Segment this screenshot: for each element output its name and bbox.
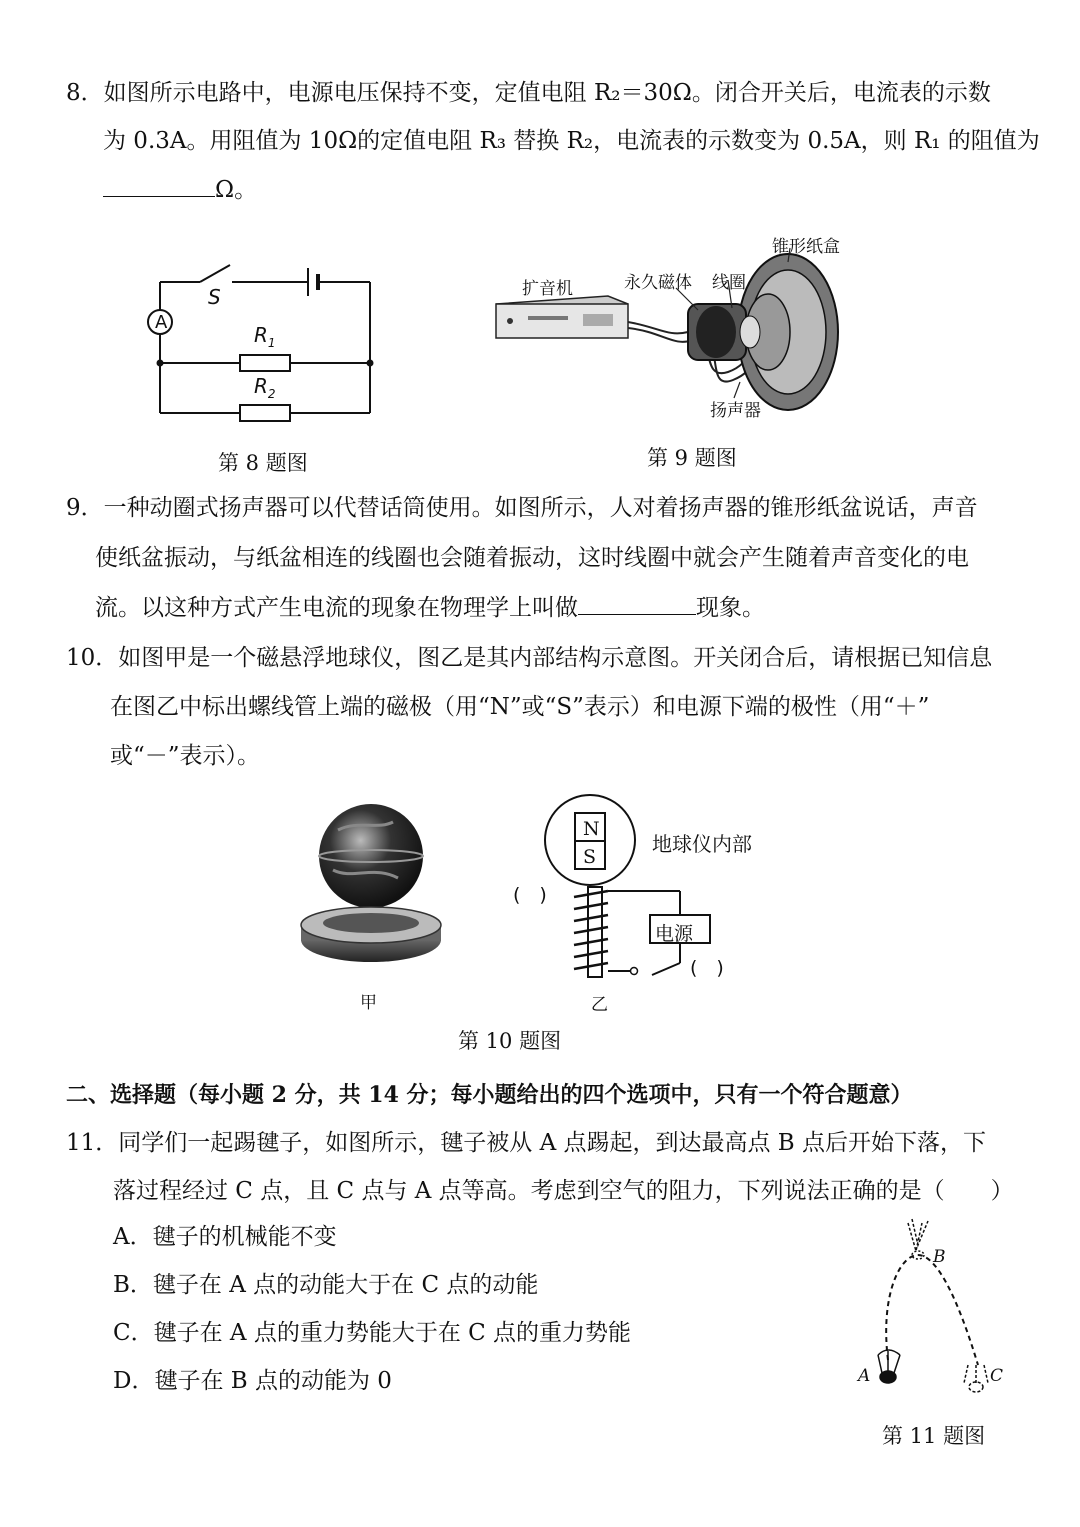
q10-power-label: 电源 xyxy=(655,923,694,945)
q9-coil-label: 线圈 xyxy=(712,273,746,293)
solenoid-pole-answer[interactable]: ( ) xyxy=(513,884,547,906)
q10-label-yi: 乙 xyxy=(591,995,608,1015)
q10-figure-caption: 第 10 题图 xyxy=(458,1029,562,1053)
power-pole-answer[interactable]: ( ) xyxy=(690,957,724,979)
shuttlecock-a-icon xyxy=(878,1350,900,1383)
q9-speaker-label: 扬声器 xyxy=(710,401,761,421)
q8-line-1: 8．如图所示电路中，电源电压保持不变，定值电阻 R₂＝30Ω。闭合开关后，电流表的示数 xyxy=(66,80,991,106)
q9-line-1: 9．一种动圈式扬声器可以代替话筒使用。如图所示，人对着扬声器的锥形纸盆说话，声音 xyxy=(66,495,978,521)
q10-line-1: 10．如图甲是一个磁悬浮地球仪，图乙是其内部结构示意图。开关闭合后，请根据已知信息 xyxy=(66,645,993,671)
q9-amplifier-label: 扩音机 xyxy=(522,279,573,299)
q10-label-jia: 甲 xyxy=(360,993,377,1013)
speaker-icon xyxy=(688,254,838,410)
q8-line-2: 为 0.3A。用阻值为 10Ω的定值电阻 R₃ 替换 R₂，电流表的示数变为 0.5A，则 R₁ 的阻值为 xyxy=(103,128,1040,154)
q8-ammeter-label: A xyxy=(155,312,168,333)
q8-figure-caption: 第 8 题图 xyxy=(218,451,308,475)
q8-switch-label: S xyxy=(208,285,221,309)
q11-option-b[interactable]: B．毽子在 A 点的动能大于在 C 点的动能 xyxy=(113,1272,539,1298)
q11-option-d[interactable]: D．毽子在 B 点的动能为 0 xyxy=(113,1368,392,1394)
q8-circuit-diagram xyxy=(140,255,400,445)
q9-line-2: 使纸盆振动，与纸盆相连的线圈也会随着振动，这时线圈中就会产生随着声音变化的电 xyxy=(95,545,969,571)
q9-answer-blank[interactable] xyxy=(578,596,696,615)
q11-figure-caption: 第 11 题图 xyxy=(882,1424,986,1448)
section-2-title: 二、选择题（每小题 2 分，共 14 分；每小题给出的四个选项中，只有一个符合题意） xyxy=(66,1082,913,1108)
q10-line-2: 在图乙中标出螺线管上端的磁极（用“N”或“S”表示）和电源下端的极性（用“＋” xyxy=(110,694,930,720)
switch-blade xyxy=(200,265,230,282)
point-b-label: B xyxy=(933,1247,946,1267)
q10-inside-label: 地球仪内部 xyxy=(652,832,752,856)
q11-line-1: 11．同学们一起踢毽子，如图所示，毽子被从 A 点踢起，到达最高点 B 点后开始下落，下 xyxy=(66,1130,987,1156)
q10-globe-illustration xyxy=(298,800,448,980)
point-a-label: A xyxy=(858,1366,871,1386)
q9-figure-caption: 第 9 题图 xyxy=(647,446,737,470)
amplifier-icon xyxy=(496,296,628,338)
point-c-label: C xyxy=(990,1366,1004,1386)
q9-cone-label: 锥形纸盒 xyxy=(772,237,840,257)
shuttlecock-b-icon xyxy=(908,1219,928,1259)
magnet-n-label: N xyxy=(583,818,600,840)
q8-r2-label: $R_2$ xyxy=(254,374,276,401)
q10-line-3: 或“－”表示）。 xyxy=(110,743,261,769)
q8-answer-line xyxy=(103,178,257,202)
q9-line-3: 流。以这种方式产生电流的现象在物理学上叫做 现象。 xyxy=(95,595,765,621)
q9-speaker-illustration xyxy=(488,232,848,432)
q8-unit: Ω。 xyxy=(215,177,258,203)
q8-r1-label: $R_1$ xyxy=(254,323,276,350)
shuttlecock-c-icon xyxy=(964,1365,988,1392)
q8-answer-blank[interactable] xyxy=(103,178,215,197)
q11-trajectory-diagram xyxy=(850,1215,1010,1405)
q9-magnet-label: 永久磁体 xyxy=(624,273,692,293)
magnet-s-label: S xyxy=(583,846,597,868)
q11-option-c[interactable]: C．毽子在 A 点的重力势能大于在 C 点的重力势能 xyxy=(113,1320,632,1346)
q10-structure-diagram xyxy=(530,795,760,1005)
q11-line-2: 落过程经过 C 点，且 C 点与 A 点等高。考虑到空气的阻力，下列说法正确的是（ ） xyxy=(113,1178,1014,1204)
q11-option-a[interactable]: A．毽子的机械能不变 xyxy=(113,1224,337,1250)
